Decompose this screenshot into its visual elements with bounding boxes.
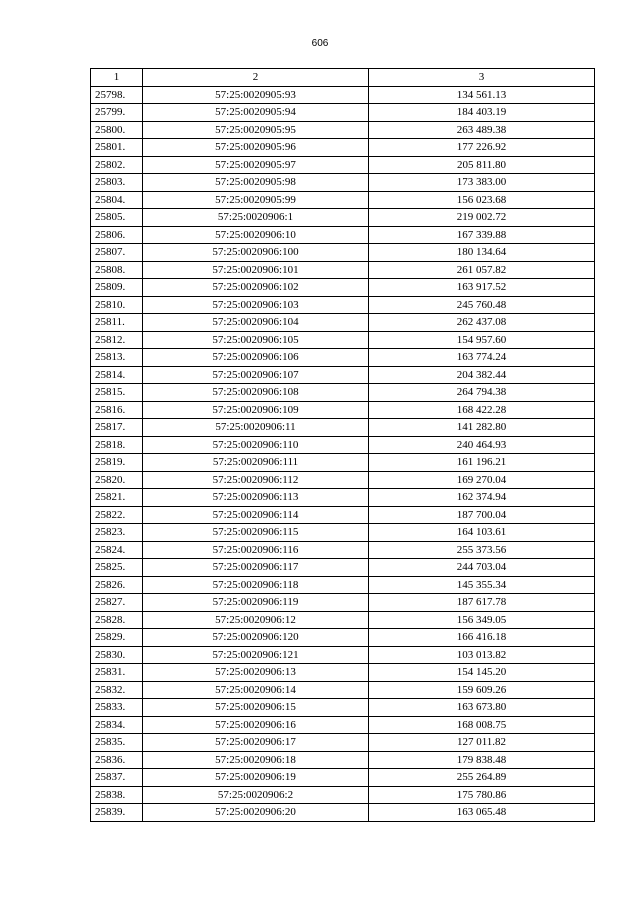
row-number-cell: 25805. (91, 209, 143, 227)
table-row (91, 506, 595, 524)
cadastral-number-cell: 57:25:0020906:118 (143, 576, 369, 594)
row-number-cell: 25822. (91, 506, 143, 524)
table-row (91, 699, 595, 717)
row-number-cell: 25808. (91, 261, 143, 279)
cadastral-value-cell: 164 103.61 (369, 524, 595, 542)
cadastral-value-cell: 145 355.34 (369, 576, 595, 594)
table-row (91, 121, 595, 139)
table-row (91, 524, 595, 542)
table-row (91, 349, 595, 367)
table-row (91, 261, 595, 279)
table-row (91, 86, 595, 104)
cadastral-number-cell: 57:25:0020906:121 (143, 646, 369, 664)
table-row (91, 576, 595, 594)
cadastral-number-cell: 57:25:0020906:104 (143, 314, 369, 332)
row-number-cell: 25819. (91, 454, 143, 472)
row-number-cell: 25836. (91, 751, 143, 769)
table-row (91, 454, 595, 472)
table-row (91, 611, 595, 629)
table-header-row (91, 69, 595, 87)
row-number-cell: 25838. (91, 786, 143, 804)
cadastral-value-cell: 169 270.04 (369, 471, 595, 489)
cadastral-number-cell: 57:25:0020906:112 (143, 471, 369, 489)
cadastral-number-cell: 57:25:0020905:98 (143, 174, 369, 192)
row-number-cell: 25833. (91, 699, 143, 717)
cadastral-value-cell: 163 065.48 (369, 804, 595, 822)
cadastral-value-cell: 263 489.38 (369, 121, 595, 139)
row-number-cell: 25839. (91, 804, 143, 822)
table-row (91, 681, 595, 699)
row-number-cell: 25827. (91, 594, 143, 612)
row-number-cell: 25832. (91, 681, 143, 699)
table-row (91, 331, 595, 349)
cadastral-number-cell: 57:25:0020906:18 (143, 751, 369, 769)
column-header-number: 1 (91, 69, 143, 87)
cadastral-number-cell: 57:25:0020905:97 (143, 156, 369, 174)
cadastral-value-cell: 175 780.86 (369, 786, 595, 804)
cadastral-number-cell: 57:25:0020906:105 (143, 331, 369, 349)
row-number-cell: 25812. (91, 331, 143, 349)
cadastral-value-cell: 264 794.38 (369, 384, 595, 402)
cadastral-number-cell: 57:25:0020906:120 (143, 629, 369, 647)
table-row (91, 139, 595, 157)
table-row (91, 594, 595, 612)
table-row (91, 104, 595, 122)
cadastral-value-cell: 168 422.28 (369, 401, 595, 419)
column-header-cadastral-number: 2 (143, 69, 369, 87)
cadastral-number-cell: 57:25:0020906:119 (143, 594, 369, 612)
cadastral-number-cell: 57:25:0020906:14 (143, 681, 369, 699)
cadastral-number-cell: 57:25:0020906:10 (143, 226, 369, 244)
table-body (91, 86, 595, 821)
table-row (91, 401, 595, 419)
cadastral-value-cell: 154 145.20 (369, 664, 595, 682)
row-number-cell: 25821. (91, 489, 143, 507)
cadastral-number-cell: 57:25:0020906:102 (143, 279, 369, 297)
cadastral-value-cell: 179 838.48 (369, 751, 595, 769)
cadastral-value-cell: 180 134.64 (369, 244, 595, 262)
column-header-cadastral-value: 3 (369, 69, 595, 87)
table-row (91, 366, 595, 384)
cadastral-value-cell: 163 774.24 (369, 349, 595, 367)
cadastral-value-cell: 173 383.00 (369, 174, 595, 192)
cadastral-number-cell: 57:25:0020906:103 (143, 296, 369, 314)
cadastral-value-cell: 184 403.19 (369, 104, 595, 122)
cadastral-value-table (90, 68, 595, 822)
row-number-cell: 25818. (91, 436, 143, 454)
cadastral-number-cell: 57:25:0020906:16 (143, 716, 369, 734)
table-row (91, 419, 595, 437)
cadastral-number-cell: 57:25:0020906:111 (143, 454, 369, 472)
table-row (91, 279, 595, 297)
cadastral-value-cell: 156 349.05 (369, 611, 595, 629)
cadastral-number-cell: 57:25:0020906:116 (143, 541, 369, 559)
row-number-cell: 25800. (91, 121, 143, 139)
cadastral-number-cell: 57:25:0020906:19 (143, 769, 369, 787)
row-number-cell: 25815. (91, 384, 143, 402)
row-number-cell: 25829. (91, 629, 143, 647)
row-number-cell: 25830. (91, 646, 143, 664)
cadastral-number-cell: 57:25:0020905:93 (143, 86, 369, 104)
table-row (91, 786, 595, 804)
table-row (91, 716, 595, 734)
cadastral-value-cell: 187 700.04 (369, 506, 595, 524)
row-number-cell: 25810. (91, 296, 143, 314)
row-number-cell: 25813. (91, 349, 143, 367)
row-number-cell: 25811. (91, 314, 143, 332)
table-row (91, 541, 595, 559)
cadastral-value-cell: 205 811.80 (369, 156, 595, 174)
cadastral-number-cell: 57:25:0020906:13 (143, 664, 369, 682)
cadastral-number-cell: 57:25:0020905:94 (143, 104, 369, 122)
row-number-cell: 25814. (91, 366, 143, 384)
cadastral-number-cell: 57:25:0020906:106 (143, 349, 369, 367)
row-number-cell: 25831. (91, 664, 143, 682)
table-row (91, 471, 595, 489)
cadastral-value-cell: 177 226.92 (369, 139, 595, 157)
table-row (91, 769, 595, 787)
cadastral-number-cell: 57:25:0020906:1 (143, 209, 369, 227)
table-row (91, 174, 595, 192)
cadastral-value-cell: 141 282.80 (369, 419, 595, 437)
table-row (91, 629, 595, 647)
table-row (91, 734, 595, 752)
cadastral-number-cell: 57:25:0020906:108 (143, 384, 369, 402)
cadastral-value-cell: 245 760.48 (369, 296, 595, 314)
cadastral-value-cell: 187 617.78 (369, 594, 595, 612)
cadastral-number-cell: 57:25:0020906:109 (143, 401, 369, 419)
cadastral-value-cell: 163 673.80 (369, 699, 595, 717)
cadastral-value-cell: 261 057.82 (369, 261, 595, 279)
row-number-cell: 25816. (91, 401, 143, 419)
cadastral-number-cell: 57:25:0020905:95 (143, 121, 369, 139)
row-number-cell: 25802. (91, 156, 143, 174)
cadastral-value-cell: 163 917.52 (369, 279, 595, 297)
table-row (91, 314, 595, 332)
cadastral-number-cell: 57:25:0020906:100 (143, 244, 369, 262)
row-number-cell: 25835. (91, 734, 143, 752)
cadastral-value-cell: 103 013.82 (369, 646, 595, 664)
row-number-cell: 25824. (91, 541, 143, 559)
cadastral-number-cell: 57:25:0020906:2 (143, 786, 369, 804)
row-number-cell: 25834. (91, 716, 143, 734)
cadastral-number-cell: 57:25:0020906:113 (143, 489, 369, 507)
table-row (91, 646, 595, 664)
table-row (91, 804, 595, 822)
cadastral-value-cell: 159 609.26 (369, 681, 595, 699)
table-row (91, 384, 595, 402)
row-number-cell: 25823. (91, 524, 143, 542)
row-number-cell: 25801. (91, 139, 143, 157)
table-row (91, 664, 595, 682)
cadastral-number-cell: 57:25:0020906:20 (143, 804, 369, 822)
row-number-cell: 25804. (91, 191, 143, 209)
cadastral-number-cell: 57:25:0020905:99 (143, 191, 369, 209)
row-number-cell: 25828. (91, 611, 143, 629)
table-row (91, 751, 595, 769)
cadastral-number-cell: 57:25:0020906:101 (143, 261, 369, 279)
cadastral-value-cell: 168 008.75 (369, 716, 595, 734)
row-number-cell: 25817. (91, 419, 143, 437)
table-row (91, 489, 595, 507)
cadastral-value-cell: 166 416.18 (369, 629, 595, 647)
cadastral-number-cell: 57:25:0020906:11 (143, 419, 369, 437)
table-row (91, 244, 595, 262)
row-number-cell: 25807. (91, 244, 143, 262)
cadastral-value-cell: 127 011.82 (369, 734, 595, 752)
page-number: 606 (311, 38, 329, 49)
table-row (91, 559, 595, 577)
cadastral-value-cell: 240 464.93 (369, 436, 595, 454)
cadastral-number-cell: 57:25:0020906:107 (143, 366, 369, 384)
row-number-cell: 25798. (91, 86, 143, 104)
cadastral-value-cell: 255 373.56 (369, 541, 595, 559)
row-number-cell: 25826. (91, 576, 143, 594)
table-row (91, 226, 595, 244)
table-row (91, 156, 595, 174)
row-number-cell: 25806. (91, 226, 143, 244)
cadastral-value-cell: 162 374.94 (369, 489, 595, 507)
table-row (91, 436, 595, 454)
cadastral-number-cell: 57:25:0020906:114 (143, 506, 369, 524)
row-number-cell: 25837. (91, 769, 143, 787)
row-number-cell: 25803. (91, 174, 143, 192)
cadastral-value-cell: 262 437.08 (369, 314, 595, 332)
cadastral-value-cell: 204 382.44 (369, 366, 595, 384)
cadastral-value-cell: 134 561.13 (369, 86, 595, 104)
cadastral-number-cell: 57:25:0020906:110 (143, 436, 369, 454)
cadastral-number-cell: 57:25:0020906:17 (143, 734, 369, 752)
table-row (91, 191, 595, 209)
row-number-cell: 25799. (91, 104, 143, 122)
cadastral-value-cell: 154 957.60 (369, 331, 595, 349)
row-number-cell: 25825. (91, 559, 143, 577)
cadastral-value-cell: 156 023.68 (369, 191, 595, 209)
cadastral-value-cell: 167 339.88 (369, 226, 595, 244)
cadastral-number-cell: 57:25:0020906:115 (143, 524, 369, 542)
cadastral-value-cell: 161 196.21 (369, 454, 595, 472)
cadastral-number-cell: 57:25:0020906:15 (143, 699, 369, 717)
cadastral-number-cell: 57:25:0020905:96 (143, 139, 369, 157)
table-row (91, 209, 595, 227)
cadastral-number-cell: 57:25:0020906:12 (143, 611, 369, 629)
cadastral-number-cell: 57:25:0020906:117 (143, 559, 369, 577)
cadastral-value-cell: 244 703.04 (369, 559, 595, 577)
table-row (91, 296, 595, 314)
cadastral-value-cell: 255 264.89 (369, 769, 595, 787)
row-number-cell: 25820. (91, 471, 143, 489)
cadastral-value-cell: 219 002.72 (369, 209, 595, 227)
row-number-cell: 25809. (91, 279, 143, 297)
